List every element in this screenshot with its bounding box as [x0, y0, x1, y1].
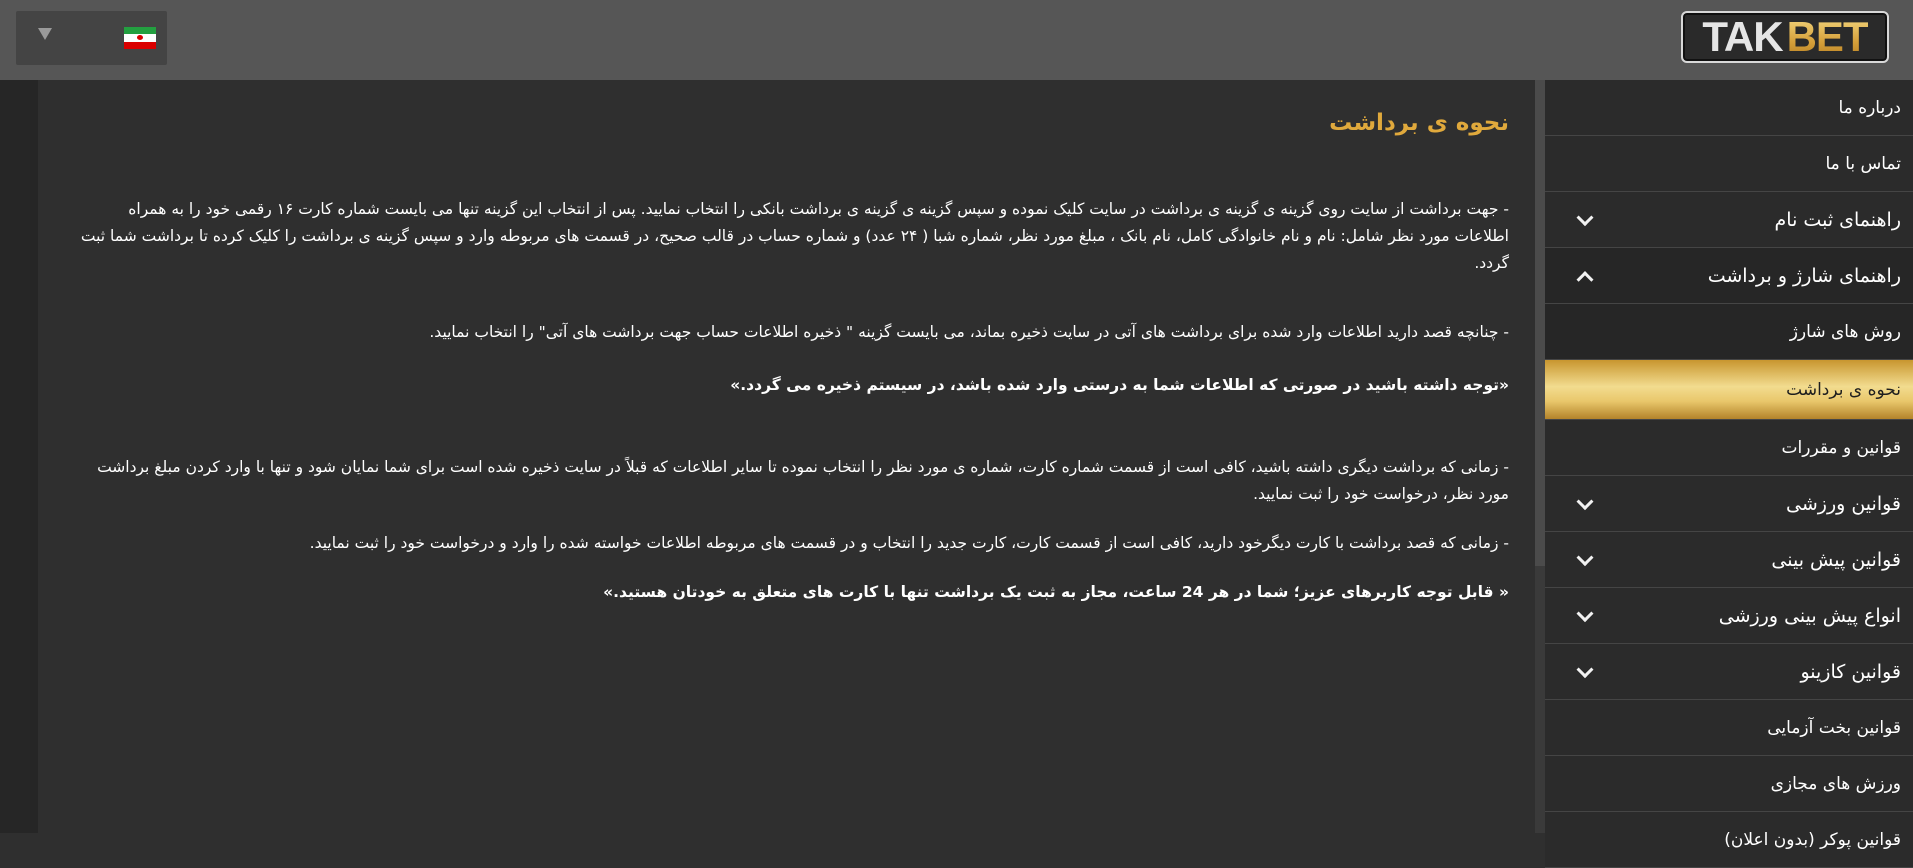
- sidebar-item-casino-rules[interactable]: [1545, 644, 1913, 700]
- paragraph-3: - زمانی که برداشت دیگری داشته باشید، کافی است از قسمت شماره کارت، شماره ی مورد نظر را انتخاب نموده تا سایر اطلاعات که قبلاً در سایت ذخیره شده است برای شما نمایان شود و تنها با وارد کردن مبلغ برداشت مورد نظر، درخواست خود را ثبت نمایید.: [97, 458, 1509, 503]
- takbet-logo[interactable]: [1681, 11, 1889, 63]
- sidebar-item-about[interactable]: [1545, 80, 1913, 136]
- sidebar-item-label: راهنمای شارژ و برداشت: [1707, 264, 1901, 287]
- sidebar-item-label: روش های شارژ: [1789, 321, 1901, 342]
- chevron-down-icon[interactable]: [1577, 209, 1594, 226]
- sidebar-item-label: تماس با ما: [1825, 153, 1901, 174]
- sidebar-item-lottery-rules[interactable]: [1545, 700, 1913, 756]
- main-content: [38, 80, 1543, 833]
- sidebar-item-label: درباره ما: [1838, 97, 1901, 118]
- sidebar-item-deposit-withdraw-guide[interactable]: [1545, 248, 1913, 304]
- sidebar-item-poker-rules[interactable]: [1545, 812, 1913, 868]
- sidebar-item-label: قوانین کازینو: [1800, 660, 1901, 683]
- sidebar-item-sports-prediction-types[interactable]: [1545, 588, 1913, 644]
- logo-text-tak: TAK: [1702, 13, 1783, 60]
- sidebar-subitem-deposit-methods[interactable]: [1545, 304, 1913, 360]
- top-bar: [0, 0, 1913, 80]
- sidebar-item-label: قوانین پیش بینی: [1771, 548, 1901, 571]
- sidebar-item-label: قوانین بخت آزمایی: [1767, 717, 1901, 738]
- sidebar-item-label: راهنمای ثبت نام: [1774, 208, 1901, 231]
- sidebar-item-label: قوانین پوکر (بدون اعلان): [1724, 829, 1901, 850]
- paragraph-1: - جهت برداشت از سایت روی گزینه ی گزینه ی برداشت در سایت کلیک نموده و سپس گزینه ی گزینه ی برداشت بانکی را انتخاب نمایید. پس از انتخاب این گزینه تنها می بایست شماره کارت ۱۶ رقمی خود را به همراه اطلاعات مورد نظر شامل: نام و نام خانوادگی کامل، نام بانک ، مبلغ مورد نظر، شماره شبا ( ۲۴ عدد) و شماره حساب در قالب صحیح، در قسمت های مربوطه وارد و سپس گزینه ی برداشت را کلیک کرده تا برداشت شما ثبت گردد.: [80, 200, 1509, 272]
- sidebar-item-prediction-rules[interactable]: [1545, 532, 1913, 588]
- sidebar-item-label: قوانین ورزشی: [1786, 492, 1901, 515]
- sidebar-item-contact[interactable]: [1545, 136, 1913, 192]
- sidebar-subitem-withdraw-method[interactable]: [1545, 360, 1913, 420]
- chevron-down-icon[interactable]: [1577, 549, 1594, 566]
- chevron-up-icon[interactable]: [1577, 271, 1594, 288]
- chevron-down-icon[interactable]: [1577, 605, 1594, 622]
- sidebar-item-label: انواع پیش بینی ورزشی: [1718, 604, 1901, 627]
- sidebar-menu: [1545, 80, 1913, 850]
- sidebar-item-label: نحوه ی برداشت: [1786, 379, 1901, 400]
- sidebar-item-label: قوانین و مقررات: [1781, 437, 1901, 458]
- iran-flag-icon: [124, 27, 156, 49]
- sidebar-item-registration-guide[interactable]: [1545, 192, 1913, 248]
- chevron-down-icon[interactable]: [1577, 493, 1594, 510]
- content-scrollbar[interactable]: [1535, 80, 1545, 833]
- paragraph-4: - زمانی که قصد برداشت با کارت دیگرخود دارید، کافی است از قسمت کارت، کارت جدید را انتخاب و در قسمت های مربوطه اطلاعات خواسته شده را وارد و درخواست خود را ثبت نمایید.: [309, 534, 1509, 552]
- sidebar-item-terms[interactable]: [1545, 420, 1913, 476]
- page-title: نحوه ی برداشت: [1329, 110, 1509, 136]
- caret-down-icon[interactable]: [38, 28, 52, 40]
- logo-text-bet: BET: [1786, 13, 1868, 60]
- notice-24h-limit: « قابل توجه کاربرهای عزیز؛ شما در هر 24 ساعت، مجاز به ثبت یک برداشت تنها با کارت های متعلق به خودتان هستید.»: [603, 583, 1509, 601]
- language-selector[interactable]: [16, 11, 167, 65]
- chevron-down-icon[interactable]: [1577, 661, 1594, 678]
- sidebar-item-sports-rules[interactable]: [1545, 476, 1913, 532]
- notice-saved-info: «توجه داشته باشید در صورتی که اطلاعات شما به درستی وارد شده باشد، در سیستم ذخیره می گردد.»: [730, 376, 1509, 394]
- sidebar-item-virtual-sports[interactable]: [1545, 756, 1913, 812]
- paragraph-2: - چنانچه قصد دارید اطلاعات وارد شده برای برداشت های آتی در سایت ذخیره بماند، می بایست گزینه " ذخیره اطلاعات حساب جهت برداشت های آتی" را انتخاب نمایید.: [429, 323, 1509, 341]
- sidebar-item-label: ورزش های مجازی: [1770, 773, 1901, 794]
- scrollbar-thumb[interactable]: [1535, 80, 1545, 566]
- left-gutter: [0, 80, 38, 833]
